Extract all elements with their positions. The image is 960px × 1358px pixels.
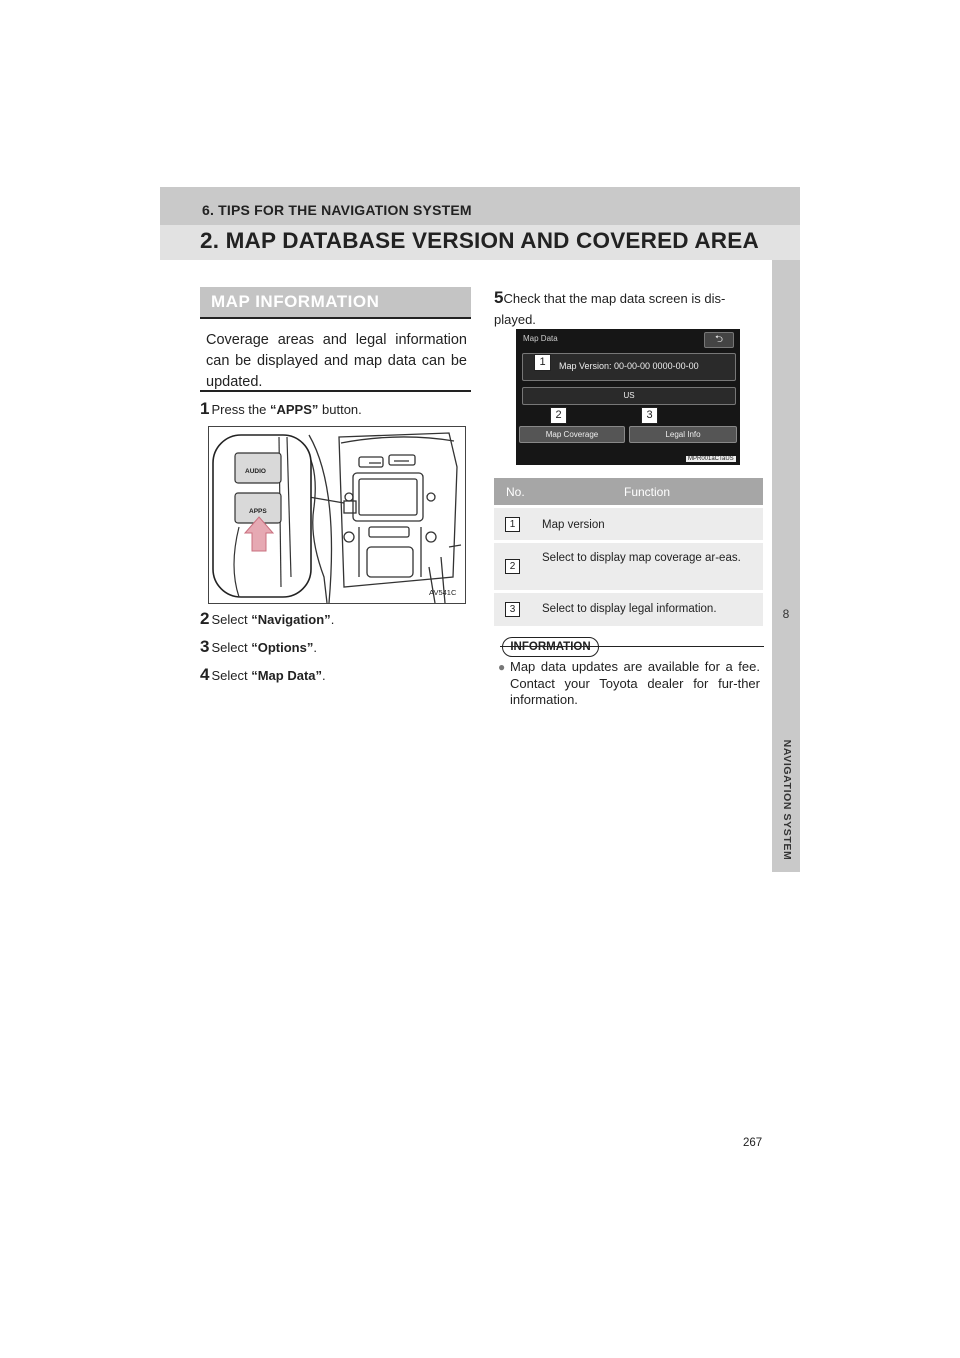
step-number: 3 <box>200 637 210 656</box>
step-number: 2 <box>200 609 210 628</box>
map-coverage-button[interactable]: Map Coverage <box>519 426 625 443</box>
step-text: . <box>313 640 317 655</box>
callout-badge-1: 1 <box>534 354 551 371</box>
region-row: US <box>522 387 736 405</box>
section-heading-text: MAP INFORMATION <box>211 292 380 311</box>
callout-badge-3: 3 <box>641 407 658 424</box>
step-text: . <box>330 612 335 627</box>
step-number: 5 <box>494 288 504 307</box>
step-text: . <box>322 668 326 683</box>
step-3 <box>200 637 317 657</box>
step-text: Press the <box>211 402 270 417</box>
row-function: Select to display legal information. <box>542 603 717 615</box>
section-intro-box <box>200 319 471 392</box>
step-4 <box>200 665 326 685</box>
table-row <box>494 540 763 590</box>
legal-info-button[interactable]: Legal Info <box>629 426 737 443</box>
section-heading <box>200 287 471 317</box>
table-row <box>494 505 763 540</box>
column-header-function: Function <box>624 485 671 499</box>
step-keyword: “Map Data” <box>251 668 323 683</box>
chapter-title: 6. TIPS FOR THE NAVIGATION SYSTEM <box>202 202 472 218</box>
function-table <box>494 478 763 626</box>
page-title-bar <box>160 225 800 260</box>
row-function: Select to display map coverage ar-eas. <box>542 552 741 564</box>
table-row <box>494 590 763 626</box>
information-text: Map data updates are available for a fee. Contact your Toyota dealer for fur-ther information. <box>510 659 760 707</box>
dashboard-illustration <box>208 426 466 604</box>
step-keyword: “Navigation” <box>251 612 331 627</box>
table-header <box>494 478 763 505</box>
screen-title: Map Data <box>523 334 558 343</box>
step-text: Select <box>211 640 252 655</box>
map-version-row <box>522 353 736 381</box>
back-button[interactable] <box>704 332 734 348</box>
step-2 <box>200 609 334 629</box>
back-icon: ⮌ <box>714 334 723 345</box>
figure-caption: AV541C <box>429 588 457 597</box>
apps-button-label: APPS <box>249 508 267 515</box>
step-1 <box>200 399 362 419</box>
step-number: 1 <box>200 399 210 418</box>
step-text: Select <box>211 668 252 683</box>
audio-button-label: AUDIO <box>245 468 266 475</box>
page-number: 267 <box>743 1137 763 1149</box>
information-note <box>498 659 760 709</box>
step-text: button. <box>318 402 362 417</box>
screen-caption: MPR001aCTaUS <box>688 456 734 462</box>
bullet-icon: ● <box>498 660 506 674</box>
chapter-header <box>160 187 800 225</box>
step-text: Check that the map data screen is dis-played. <box>494 291 726 327</box>
row-number: 3 <box>505 602 520 617</box>
information-tag: INFORMATION <box>502 637 599 657</box>
side-tab-label: NAVIGATION SYSTEM <box>781 739 793 861</box>
side-tab-label-wrap <box>773 720 801 880</box>
step-keyword: “Options” <box>251 640 314 655</box>
map-version-text: Map Version: 00-00-00 0000-00-00 <box>559 361 699 371</box>
step-5 <box>494 287 764 330</box>
side-tab-number: 8 <box>782 607 790 621</box>
row-number: 1 <box>505 517 520 532</box>
row-function: Map version <box>542 519 605 531</box>
section-intro: Coverage areas and legal information can be displayed and map data can be updated. <box>206 332 467 390</box>
column-header-no: No. <box>506 485 525 499</box>
map-data-screen <box>516 329 740 465</box>
step-text: Select <box>211 612 252 627</box>
step-keyword: “APPS” <box>270 402 319 417</box>
callout-badge-2: 2 <box>550 407 567 424</box>
step-number: 4 <box>200 665 210 684</box>
row-number: 2 <box>505 559 520 574</box>
dashboard-drawing <box>209 427 465 603</box>
page-title: 2. MAP DATABASE VERSION AND COVERED AREA <box>200 228 759 253</box>
